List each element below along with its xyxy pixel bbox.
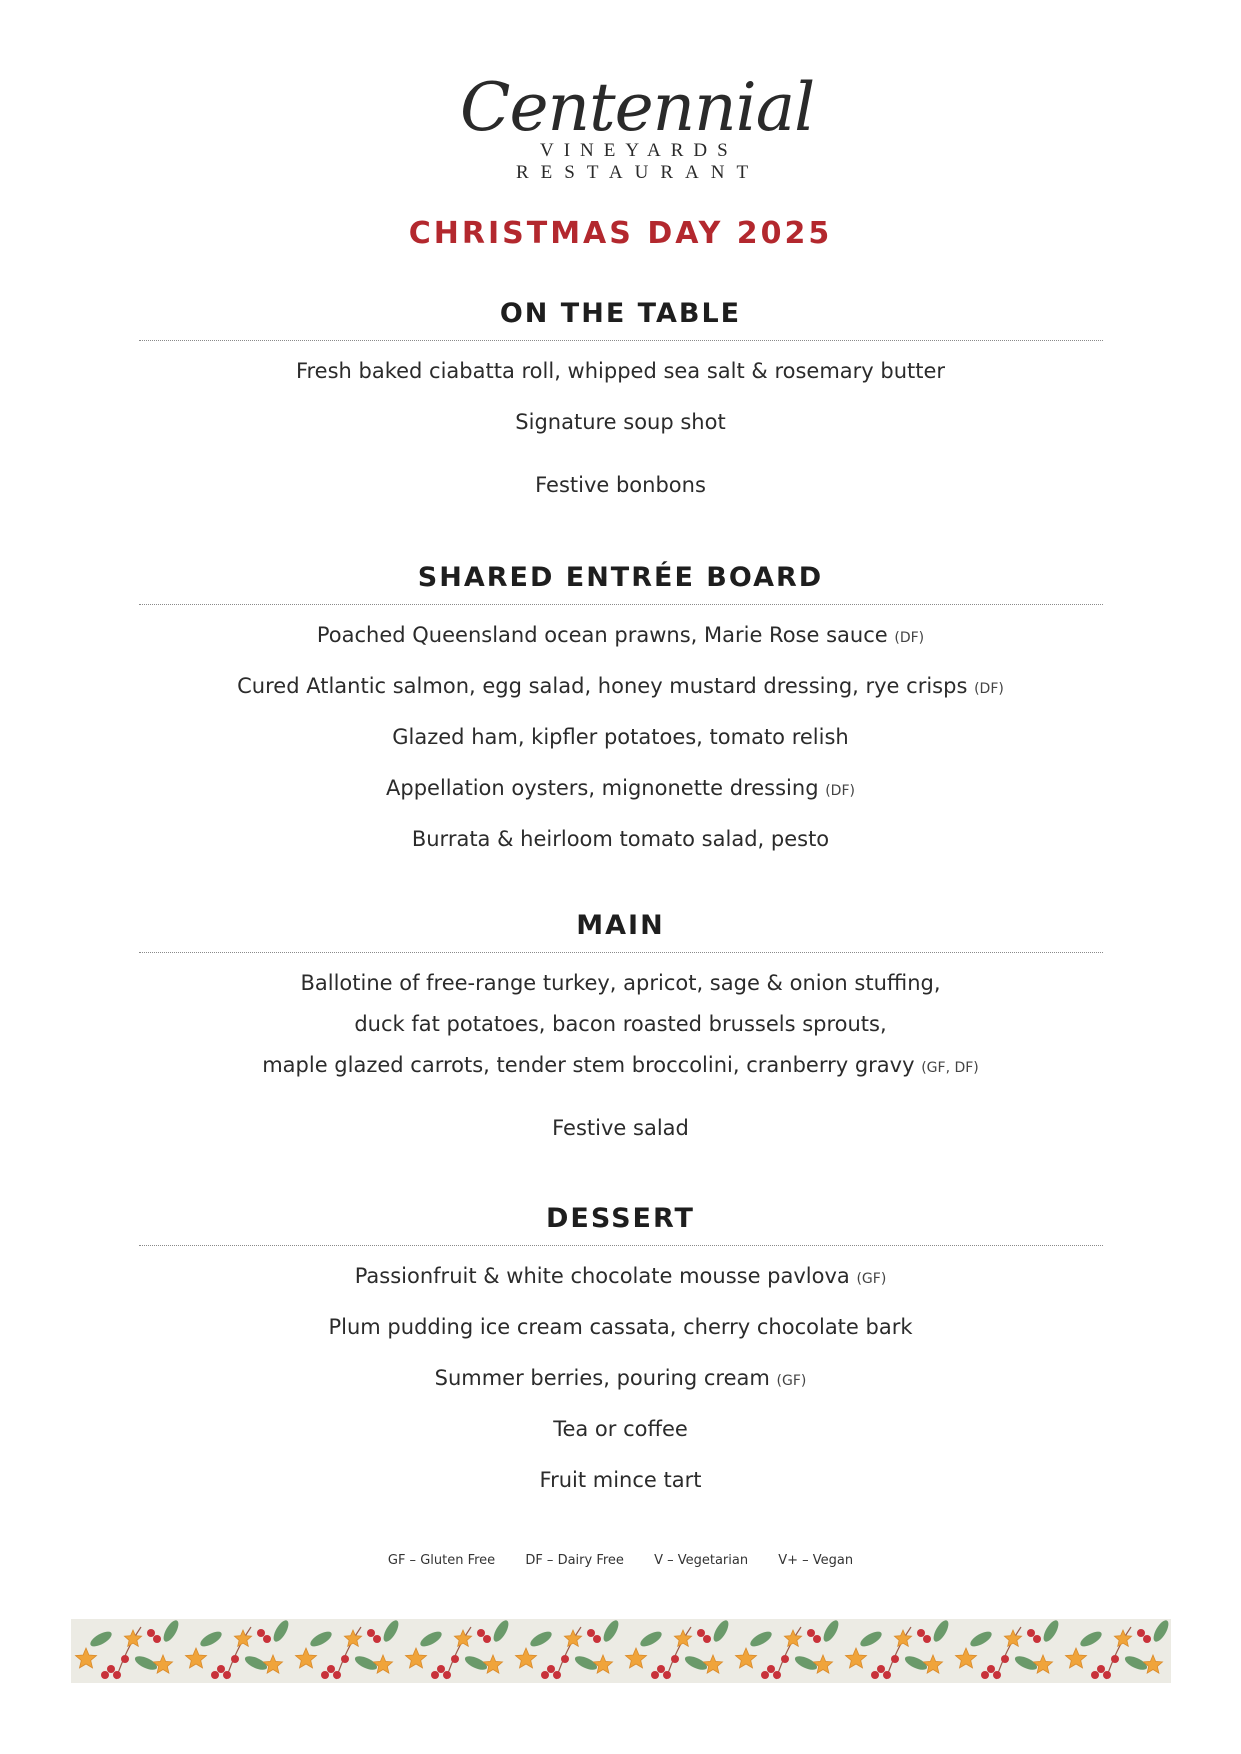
berry-icon (891, 1655, 899, 1663)
berry-icon (541, 1671, 549, 1679)
berry-icon (153, 1635, 161, 1643)
branch-icon (666, 1627, 691, 1679)
berry-icon (651, 1671, 659, 1679)
dietary-tag: (DF) (974, 681, 1004, 697)
star-icon (406, 1648, 427, 1668)
star-icon (894, 1630, 911, 1646)
star-icon (1066, 1648, 1087, 1668)
dietary-tag: (GF, DF) (921, 1060, 979, 1076)
dotted-divider (139, 1245, 1103, 1246)
branch-icon (556, 1627, 581, 1679)
restaurant-logo (460, 68, 815, 183)
berry-icon (981, 1671, 989, 1679)
star-icon (674, 1630, 691, 1646)
menu-item-text: Ballotine of free-range turkey, apricot, sage & onion stuffing, (300, 971, 941, 995)
berry-icon (101, 1671, 109, 1679)
section-heading: ON THE TABLE (499, 298, 742, 329)
berry-icon (367, 1629, 375, 1637)
star-icon (124, 1630, 141, 1646)
dietary-legend (0, 1553, 1241, 1568)
leaf-icon (931, 1619, 952, 1644)
leaf-icon (308, 1629, 334, 1650)
star-icon (1004, 1630, 1021, 1646)
star-icon (374, 1655, 393, 1673)
menu-item-text: Signature soup shot (515, 410, 726, 434)
berry-icon (923, 1635, 931, 1643)
berry-icon (703, 1635, 711, 1643)
star-icon (1114, 1630, 1131, 1646)
berry-icon (451, 1655, 459, 1663)
dietary-tag: (GF) (856, 1271, 887, 1287)
berry-icon (431, 1671, 439, 1679)
menu-item (0, 969, 1241, 1000)
menu-item-text: Appellation oysters, mignonette dressing (386, 776, 819, 800)
berry-icon (211, 1671, 219, 1679)
berry-icon (107, 1665, 115, 1673)
leaf-icon (381, 1619, 402, 1644)
berry-icon (547, 1665, 555, 1673)
festive-banner (71, 1619, 1171, 1683)
star-icon (454, 1630, 471, 1646)
leaf-icon (1078, 1629, 1104, 1650)
legend-vegan: V+ – Vegan (778, 1553, 854, 1568)
menu-item-text: Fresh baked ciabatta roll, whipped sea salt & rosemary butter (295, 359, 946, 383)
leaf-icon (198, 1629, 224, 1650)
legend-v: V – Vegetarian (654, 1553, 749, 1568)
star-icon (784, 1630, 801, 1646)
berry-icon (1137, 1629, 1145, 1637)
star-icon (704, 1655, 723, 1673)
menu-title: CHRISTMAS DAY 2025 (408, 216, 833, 251)
berry-icon (1103, 1671, 1111, 1679)
menu-item-text: Summer berries, pouring cream (434, 1366, 770, 1390)
berry-icon (993, 1671, 1001, 1679)
menu-item-text: Festive salad (552, 1116, 689, 1140)
dotted-divider (139, 952, 1103, 953)
star-icon (564, 1630, 581, 1646)
logo-script: Centennial (460, 69, 815, 146)
menu-item (0, 774, 1241, 805)
star-icon (1144, 1655, 1163, 1673)
berry-icon (761, 1671, 769, 1679)
berry-icon (113, 1671, 121, 1679)
leaf-icon (88, 1629, 114, 1650)
menu-item-text: Glazed ham, kipfler potatoes, tomato relish (392, 725, 849, 749)
berry-icon (1097, 1665, 1105, 1673)
berry-icon (263, 1635, 271, 1643)
berry-icon (807, 1629, 815, 1637)
dietary-tag: (GF) (776, 1373, 807, 1389)
dotted-divider (139, 340, 1103, 341)
menu-items (0, 1262, 1241, 1497)
menu-item (0, 1262, 1241, 1293)
berry-icon (483, 1635, 491, 1643)
berry-icon (587, 1629, 595, 1637)
branch-icon (776, 1627, 801, 1679)
menu-item (0, 621, 1241, 652)
leaf-icon (418, 1629, 444, 1650)
branch-icon (446, 1627, 471, 1679)
branch-icon (1106, 1627, 1131, 1679)
menu-items (0, 969, 1241, 1145)
branch-icon (996, 1627, 1021, 1679)
berry-icon (657, 1665, 665, 1673)
star-icon (1034, 1655, 1053, 1673)
berry-icon (697, 1629, 705, 1637)
menu-item-text: Passionfruit & white chocolate mousse pavlova (354, 1264, 850, 1288)
menu-item (0, 723, 1241, 754)
leaf-icon (1151, 1619, 1171, 1644)
berry-icon (987, 1665, 995, 1673)
star-icon (484, 1655, 503, 1673)
star-icon (846, 1648, 867, 1668)
berry-icon (593, 1635, 601, 1643)
dietary-tag: (DF) (894, 630, 925, 646)
berry-icon (1143, 1635, 1151, 1643)
leaf-icon (1041, 1619, 1062, 1644)
berry-icon (773, 1671, 781, 1679)
section-on-the-table (0, 294, 1241, 502)
star-icon (296, 1648, 317, 1668)
menu-item-text: Fruit mince tart (539, 1468, 702, 1492)
branch-icon (336, 1627, 361, 1679)
berry-icon (781, 1655, 789, 1663)
leaf-icon (528, 1629, 554, 1650)
section-main (0, 906, 1241, 1145)
berry-icon (217, 1665, 225, 1673)
branch-icon (116, 1627, 141, 1679)
leaf-icon (821, 1619, 842, 1644)
star-icon (956, 1648, 977, 1668)
section-dessert (0, 1199, 1241, 1497)
dietary-tag: (DF) (825, 783, 855, 799)
star-icon (594, 1655, 613, 1673)
menu-items (0, 357, 1241, 502)
festive-pattern (71, 1619, 1171, 1683)
star-icon (516, 1648, 537, 1668)
leaf-icon (711, 1619, 732, 1644)
star-icon (814, 1655, 833, 1673)
berry-icon (767, 1665, 775, 1673)
berry-icon (147, 1629, 155, 1637)
star-icon (154, 1655, 173, 1673)
menu-item (0, 1010, 1241, 1041)
berry-icon (871, 1671, 879, 1679)
star-icon (924, 1655, 943, 1673)
legend-df: DF – Dairy Free (525, 1553, 624, 1568)
leaf-icon (968, 1629, 994, 1650)
star-icon (736, 1648, 757, 1668)
leaf-icon (748, 1629, 774, 1650)
berry-icon (1111, 1655, 1119, 1663)
menu-item-text: duck fat potatoes, bacon roasted brussels sprouts, (354, 1012, 887, 1036)
menu-item (0, 1313, 1241, 1344)
menu-item-text: Festive bonbons (535, 473, 706, 497)
berry-icon (671, 1655, 679, 1663)
berry-icon (257, 1629, 265, 1637)
section-heading: MAIN (576, 910, 665, 941)
menu-items (0, 621, 1241, 856)
berry-icon (1001, 1655, 1009, 1663)
star-icon (626, 1648, 647, 1668)
berry-icon (883, 1671, 891, 1679)
menu-item-text: maple glazed carrots, tender stem broccolini, cranberry gravy (262, 1053, 915, 1077)
berry-icon (1033, 1635, 1041, 1643)
leaf-icon (491, 1619, 512, 1644)
leaf-icon (601, 1619, 622, 1644)
menu-item-text: Tea or coffee (553, 1417, 688, 1441)
berry-icon (1091, 1671, 1099, 1679)
berry-icon (813, 1635, 821, 1643)
legend-gf: GF – Gluten Free (387, 1553, 496, 1568)
menu-item (0, 1364, 1241, 1395)
leaf-icon (858, 1629, 884, 1650)
berry-icon (121, 1655, 129, 1663)
branch-icon (886, 1627, 911, 1679)
berry-icon (877, 1665, 885, 1673)
leaf-icon (161, 1619, 182, 1644)
menu-item-text: Burrata & heirloom tomato salad, pesto (411, 827, 830, 851)
menu-item (0, 471, 1241, 502)
menu-item (0, 1415, 1241, 1446)
star-icon (76, 1648, 97, 1668)
menu-item-text: Cured Atlantic salmon, egg salad, honey mustard dressing, rye crisps (237, 674, 968, 698)
berry-icon (917, 1629, 925, 1637)
berry-icon (663, 1671, 671, 1679)
star-icon (234, 1630, 251, 1646)
logo-restaurant: RESTAURANT (516, 162, 761, 183)
berry-icon (231, 1655, 239, 1663)
berry-icon (327, 1665, 335, 1673)
berry-icon (1027, 1629, 1035, 1637)
berry-icon (373, 1635, 381, 1643)
star-icon (264, 1655, 283, 1673)
menu-item (0, 1051, 1241, 1082)
star-icon (344, 1630, 361, 1646)
berry-icon (477, 1629, 485, 1637)
menu-item (0, 825, 1241, 856)
menu-item (0, 408, 1241, 439)
berry-icon (223, 1671, 231, 1679)
menu-item (0, 672, 1241, 703)
leaf-icon (638, 1629, 664, 1650)
star-icon (186, 1648, 207, 1668)
menu-item-text: Poached Queensland ocean prawns, Marie Rose sauce (316, 623, 888, 647)
berry-icon (443, 1671, 451, 1679)
leaf-icon (271, 1619, 292, 1644)
dotted-divider (139, 604, 1103, 605)
berry-icon (437, 1665, 445, 1673)
menu-item (0, 1466, 1241, 1497)
berry-icon (553, 1671, 561, 1679)
berry-icon (341, 1655, 349, 1663)
berry-icon (333, 1671, 341, 1679)
menu-item-text: Plum pudding ice cream cassata, cherry chocolate bark (328, 1315, 913, 1339)
logo-vineyards: VINEYARDS (540, 140, 738, 161)
section-shared-entree-board (0, 558, 1241, 856)
section-heading: SHARED ENTRÉE BOARD (417, 562, 824, 593)
menu-item (0, 1114, 1241, 1145)
section-heading: DESSERT (546, 1203, 695, 1234)
branch-icon (226, 1627, 251, 1679)
menu-item (0, 357, 1241, 388)
berry-icon (561, 1655, 569, 1663)
berry-icon (321, 1671, 329, 1679)
